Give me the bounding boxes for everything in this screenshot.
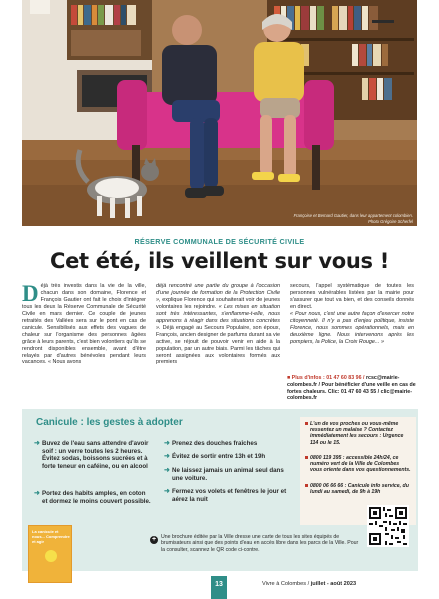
brochure-cover-title: La canicule et nous... Comprendre et agir [32,529,70,544]
more-info-block [287,375,417,402]
arrow-icon: ➜ [34,440,40,447]
bullet-square-icon [305,456,308,459]
tip-item: ➜ Évitez de sortir entre 13h et 19h [164,453,266,460]
article-column-3 [290,283,414,346]
photo-caption [263,213,413,224]
column-2-text-2: Déjà engagé au Secours Populaire, son époux, François, ancien designer de parfums durant sa vie active, se réjouit de pouvoir venir en aide à la population, par un autre biais. Parmi les tâches qui seront assignées aux volontaires formés aux premiers [156,324,280,366]
article-title: Cet été, ils veillent sur vous ! [49,249,390,273]
column-3-text: secours, l'appel systématique de toutes les personnes vulnérables listées par la mairie pour s'assurer que tout va bien, et des conseils donnés en direct. [290,283,414,310]
page-number: 13 [215,581,223,588]
arrow-icon: ➜ [164,440,170,447]
footer-credit [262,581,356,587]
column-2-quote-2: « Les mises en situation sont très intéressantes, s'enflamme-t-elle, nous apprenons à réagir dans des situations concrètes ». [156,303,280,331]
column-1-text: éjà très investis dans la vie de la ville, chacun dans son domaine, Florence et François Gautier ont fait le choix d'intégrer tous les deux la Réserve Communale de Sécurité Civile en mars dernier. Ce couple de jeunes retraités des Vallées sera sur le pont en cas de canicule. Sensibilisés aux effets des vagues de chaleur sur l'organisme des personnes âgées grâce à leurs parents, c'est bien volontiers qu'ils se rendront disponibles ensemble, avant d'être relayés par d'autres bénévoles pendant leurs vacances. « Nous avons [22,283,146,366]
arrow-icon: ➜ [34,490,40,497]
arrow-icon: ➜ [164,488,170,495]
article-column-1 [22,283,146,366]
canicule-box [22,409,418,571]
brochure-description: Une brochure éditée par la Ville dresse une carte de tous les sites équipés de brumisateurs ainsi que des points d'eau en accès libre dans les parcs de la Ville. Pour la consulter, scannez le QR code ci-contre. [161,534,359,553]
tip-item: ➜ Buvez de l'eau sans attendre d'avoir soif : un verre toutes les 2 heures. Évitez sodas, boissons sucrées et à forte teneur en caféine, ou en alcool [34,440,149,470]
column-3-quote: « Pour nous, c'est une autre façon d'exercer notre citoyenneté. Il n'y a pas d'enjeu politique, insiste Florence, nous sommes opérationnels, mais en deuxième ligne. Nous intervenons après les pompiers, la Police, la Croix Rouge... » [290,310,414,345]
couple-portrait-illustration [22,0,417,226]
bullet-square-icon [305,422,308,425]
emergency-item: 0800 119 395 : accessible 24h/24, ce numéro vert de la Ville de Colombes vous oriente dans vos questionnements. [310,455,412,474]
brochure-cover [28,525,72,583]
arrow-icon: ➜ [164,453,170,460]
magazine-name: Vivre à Colombes / [262,581,311,587]
emergency-item: 0800 06 66 66 : Canicule info service, du lundi au samedi, de 9h à 19h [310,483,412,495]
tip-item: ➜ Portez des habits amples, en coton et dormez le moins couvert possible. [34,490,151,505]
plus-icon: + [151,536,157,543]
qr-code-icon[interactable] [367,505,409,547]
article-column-2 [156,283,280,366]
info-phone[interactable]: 01 47 60 83 96 [326,375,362,381]
canicule-title: Canicule : les gestes à adopter [36,417,183,428]
cover-photo [22,0,417,226]
photo-credit: Photo Grégoire Scherfel [368,218,413,224]
tip-item: ➜ Ne laissez jamais un animal seul dans une voiture. [164,467,284,482]
page-number-tab [211,576,227,599]
info-lead: Plus d'infos : [290,375,327,381]
photo-caption-text: Françoise et Bernard Gautier, dans leur appartement colombien. [293,213,413,219]
issue-date: juillet - août 2023 [310,581,357,587]
info-rest: / Pour bénéficier d'une veille en cas de fortes chaleurs. Clic: 01 47 60 43 55 / clic@mairie-colombes.fr [287,381,416,402]
emergency-item: L'un de vos proches ou vous-même ressentez un malaise ? Contactez immédiatement les secours : Urgence 114 ou le 15. [310,421,412,446]
info-bullet: ■ [287,375,291,381]
column-2-text-1: explique Florence qui souhaiterait voir de jeunes volontaires les rejoindre. [156,296,280,310]
info-slash: / [361,375,366,381]
drop-cap: D [22,281,39,306]
article-kicker: RÉSERVE COMMUNALE DE SÉCURITÉ CIVILE [134,237,305,246]
sun-icon [45,550,57,562]
column-2-quote-1: déjà rencontré une partie du groupe à l'occasion d'une journée de formation de la Protection Civile », [156,283,280,303]
info-email-link[interactable]: rcsc@mairie-colombes.fr [287,375,400,388]
arrow-icon: ➜ [164,467,170,474]
tip-item: ➜ Fermez vos volets et fenêtres le jour et aérez la nuit [164,488,287,503]
bullet-square-icon [305,484,308,487]
tip-item: ➜ Prenez des douches fraîches [164,440,258,447]
